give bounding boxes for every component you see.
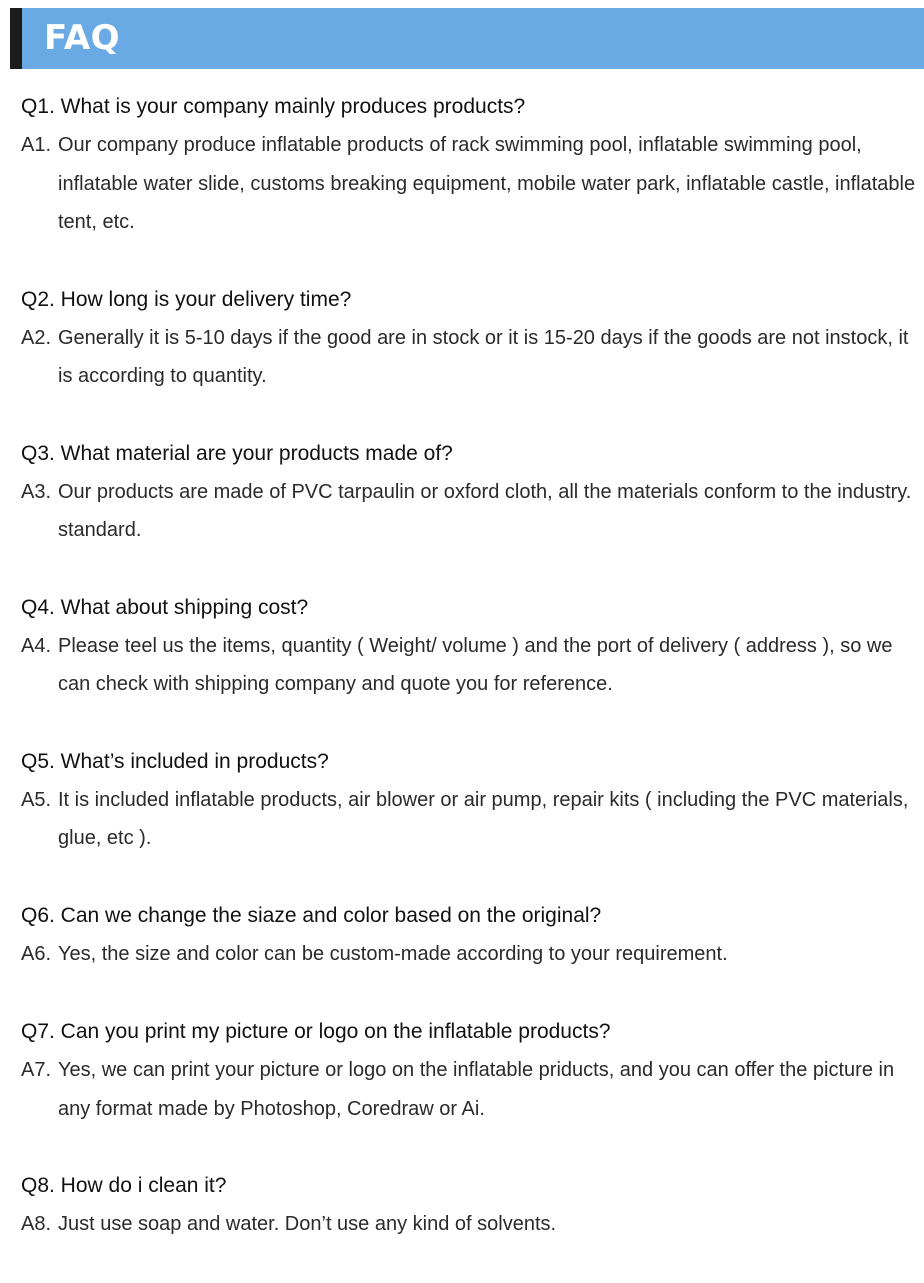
answer-prefix-3: A3.: [21, 480, 52, 503]
answer-7: [21, 1051, 916, 1128]
question-8: Q8. How do i clean it?: [21, 1174, 227, 1197]
faq-item-7: [21, 1013, 916, 1128]
answer-text-5: It is included inflatable products, air blower or air pump, repair kits ( including the PVC materials, glue, etc ).: [58, 788, 909, 849]
answer-prefix-8: A8.: [21, 1213, 52, 1235]
answer-prefix-5: A5.: [21, 788, 52, 811]
question-1: Q1. What is your company mainly produces products?: [21, 95, 526, 118]
question-6: Q6. Can we change the siaze and color based on the original?: [21, 903, 602, 927]
answer-8: [21, 1205, 916, 1244]
answer-text-6: Yes, the size and color can be custom-made according to your requirement.: [58, 942, 728, 965]
faq-item-4: [21, 589, 916, 704]
faq-item-5: [21, 743, 916, 858]
answer-prefix-6: A6.: [21, 942, 52, 965]
question-5: Q5. What’s included in products?: [21, 749, 329, 773]
faq-item-3: [21, 435, 916, 550]
faq-item-1: [21, 88, 916, 242]
answer-text-2: Generally it is 5-10 days if the good are in stock or it is 15-20 days if the goods are not instock, it is according to quantity.: [58, 326, 909, 387]
faq-item-8: [21, 1167, 916, 1244]
faq-list: [21, 88, 916, 1283]
question-7: Q7. Can you print my picture or logo on the inflatable products?: [21, 1020, 611, 1043]
answer-1: [21, 126, 916, 242]
faq-item-2: [21, 281, 916, 396]
answer-text-3: Our products are made of PVC tarpaulin or oxford cloth, all the materials conform to the industry. standard.: [58, 480, 912, 541]
question-2: Q2. How long is your delivery time?: [21, 287, 352, 311]
page-title: FAQ: [44, 18, 121, 58]
faq-item-6: [21, 897, 916, 974]
answer-text-4: Please teel us the items, quantity ( Weight/ volume ) and the port of delivery ( address ), so we can check with shipping company and quote you for reference.: [58, 634, 893, 695]
answer-5: [21, 781, 916, 858]
answer-text-1: Our company produce inflatable products of rack swimming pool, inflatable swimming pool, inflatable water slide, customs breaking equipment, mobile water park, inflatable castle, inflatable tent, etc.: [58, 134, 916, 233]
answer-4: [21, 627, 916, 704]
answer-prefix-2: A2.: [21, 326, 52, 349]
answer-text-7: Yes, we can print your picture or logo on the inflatable priducts, and you can offer the picture in any format made by Photoshop, Coredraw or Ai.: [58, 1059, 895, 1120]
header-accent-stripe: [10, 8, 22, 69]
answer-3: [21, 473, 916, 550]
answer-6: [21, 935, 916, 974]
answer-prefix-4: A4.: [21, 634, 52, 657]
answer-prefix-1: A1.: [21, 134, 52, 156]
answer-prefix-7: A7.: [21, 1059, 52, 1081]
faq-header: [10, 8, 924, 69]
question-3: Q3. What material are your products made of?: [21, 441, 453, 465]
answer-text-8: Just use soap and water. Don’t use any kind of solvents.: [58, 1213, 557, 1235]
question-4: Q4. What about shipping cost?: [21, 595, 309, 619]
answer-2: [21, 319, 916, 396]
